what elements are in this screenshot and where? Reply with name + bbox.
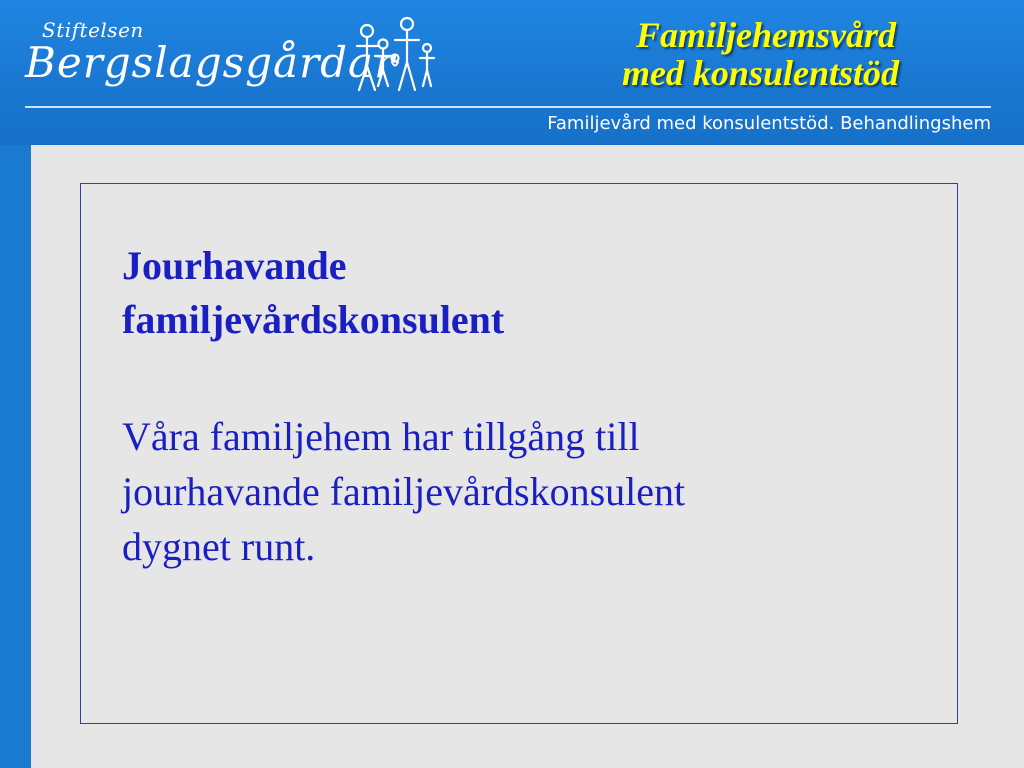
header-divider bbox=[25, 106, 991, 108]
header-tagline: Familjevård med konsulentstöd. Behandlingshem bbox=[547, 113, 991, 134]
content-heading bbox=[122, 239, 822, 347]
body-line-2: jourhavande familjevårdskonsulent bbox=[122, 469, 686, 514]
content-body bbox=[122, 409, 922, 574]
slide-header bbox=[0, 0, 1024, 145]
org-prefix: Stiftelsen bbox=[42, 18, 144, 42]
body-line-1: Våra familjehem har tillgång till bbox=[122, 414, 640, 459]
heading-line-2: familjevårdskonsulent bbox=[122, 297, 505, 342]
heading-line-1: Jourhavande bbox=[122, 243, 347, 288]
slide-title-line2: med konsulentstöd bbox=[621, 53, 899, 93]
body-line-3: dygnet runt. bbox=[122, 524, 316, 569]
org-name: Bergslagsgårdar bbox=[25, 38, 396, 87]
content-text-box bbox=[80, 183, 958, 724]
slide-content-area bbox=[31, 145, 1024, 768]
slide-title-line1: Familjehemsvård bbox=[636, 15, 896, 55]
family-figures-icon bbox=[345, 14, 440, 96]
